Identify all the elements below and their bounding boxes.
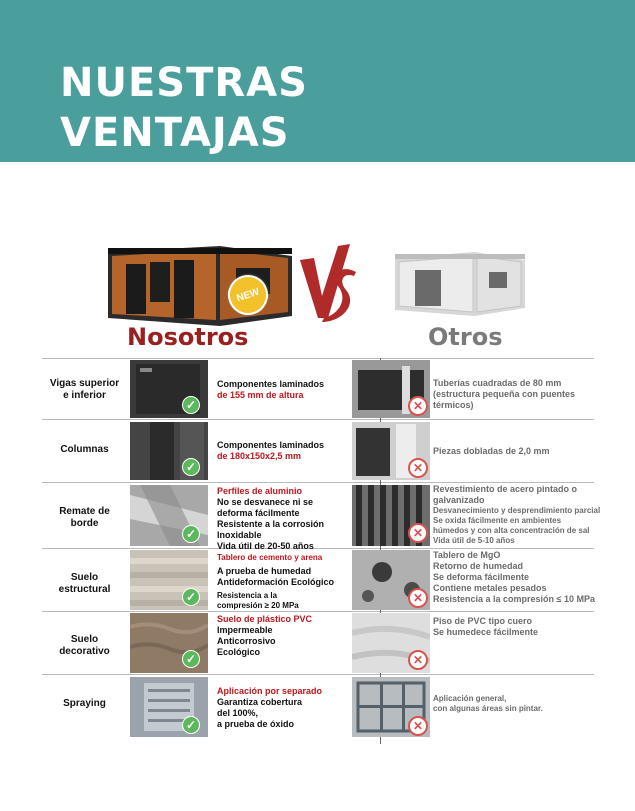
check-icon: ✓	[182, 396, 200, 414]
row-label-structural-floor: Suelo estructural	[58, 572, 111, 595]
other-edge-trim-text: Revestimiento de acero pintado o galvanizado Desvanecimiento y desprendimiento parcial Se oxida fácilmente en ambientes húmedos y con alta concentración de sal Vida útil de 5-10 años	[433, 484, 601, 545]
our-column-text: Componentes laminados de 180x150x2,5 mm	[217, 440, 325, 461]
row-label-decorative-floor: Suelo decorativo	[59, 634, 110, 657]
other-container-house-image	[395, 248, 525, 318]
new-badge: NEW	[223, 270, 273, 320]
other-spraying-text: Aplicación general, con algunas áreas sin pintar.	[433, 694, 543, 713]
row-divider	[42, 358, 594, 359]
cross-icon: ✕	[408, 523, 428, 543]
row-label-edge-trim: Remate de borde	[59, 506, 110, 529]
title-line-1: NUESTRAS	[60, 60, 308, 106]
row-divider	[42, 611, 594, 612]
our-structural-floor-text: Tablero de cemento y arena A prueba de humedad Antideformación Ecológico Resistencia a la compresión ≥ 20 MPa	[217, 553, 335, 610]
cross-icon: ✕	[408, 458, 428, 478]
other-structural-floor-text: Tablero de MgO Retorno de humedad Se deforma fácilmente Contiene metales pesados Resistencia a la compresión ≤ 10 MPa	[433, 550, 596, 604]
our-container-house-image	[108, 238, 292, 326]
title-line-2: VENTAJAS	[60, 110, 290, 156]
other-beam-text: Tuberías cuadradas de 80 mm (estructura pequeña con puentes térmicos)	[433, 378, 576, 410]
our-spraying-text: Aplicación por separado Garantiza cobertura del 100%, a prueba de óxido	[217, 686, 323, 729]
our-column-title: Nosotros	[127, 323, 249, 351]
row-label-beams: Vigas superior e inferior	[49, 378, 120, 401]
row-divider	[42, 482, 594, 483]
check-icon: ✓	[182, 650, 200, 668]
our-beam-text: Componentes laminados de 155 mm de altura	[217, 379, 325, 400]
other-decorative-floor-text: Piso de PVC tipo cuero Se humedece fácilmente	[433, 616, 539, 637]
header-banner	[0, 0, 635, 162]
cross-icon: ✕	[408, 396, 428, 416]
cross-icon: ✕	[408, 588, 428, 608]
check-icon: ✓	[182, 716, 200, 734]
our-edge-trim-text: Perfiles de aluminio No se desvanece ni se deforma fácilmente Resistente a la corrosión Inoxidable Vida útil de 20-50 años	[217, 486, 325, 551]
check-icon: ✓	[182, 588, 200, 606]
other-column-title: Otros	[428, 323, 503, 351]
comparison-table	[42, 358, 601, 744]
our-decorative-floor-text: Suelo de plástico PVC Impermeable Anticorrosivo Ecológico	[217, 614, 313, 657]
cross-icon: ✕	[408, 650, 428, 670]
row-label-columns: Columnas	[60, 444, 109, 455]
vs-icon	[298, 238, 360, 328]
check-icon: ✓	[182, 525, 200, 543]
other-column-text: Piezas dobladas de 2,0 mm	[433, 446, 550, 456]
row-divider	[42, 674, 594, 675]
check-icon: ✓	[182, 458, 200, 476]
page-title	[60, 58, 308, 158]
cross-icon: ✕	[408, 716, 428, 736]
row-divider	[42, 419, 594, 420]
row-label-spraying: Spraying	[63, 698, 106, 709]
